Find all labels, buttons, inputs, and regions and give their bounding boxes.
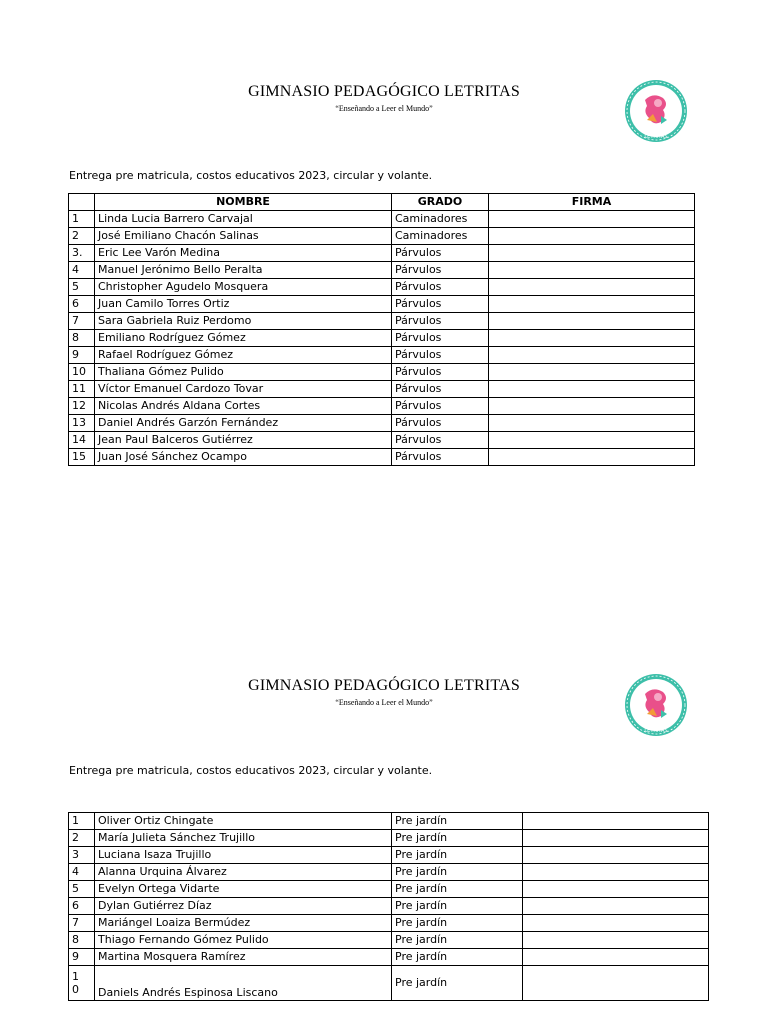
student-grade: Párvulos [392,432,489,449]
student-name: Thiago Fernando Gómez Pulido [95,932,392,949]
signature-cell[interactable] [489,398,695,415]
student-grade: Pre jardín [392,932,523,949]
student-name: María Julieta Sánchez Trujillo [95,830,392,847]
signature-cell[interactable] [489,415,695,432]
student-grade: Caminadores [392,228,489,245]
student-grade: Párvulos [392,296,489,313]
row-number: 8 [69,932,95,949]
table-row [69,432,695,449]
row-number: 7 [69,313,95,330]
header-signature: FIRMA [489,194,695,211]
student-grade: Párvulos [392,245,489,262]
student-name: Daniels Andrés Espinosa Liscano [95,966,392,1001]
student-grade: Pre jardín [392,898,523,915]
header-name: NOMBRE [95,194,392,211]
table-row [69,915,709,932]
student-name: Linda Lucia Barrero Carvajal [95,211,392,228]
table-row [69,415,695,432]
row-number: 1 [69,813,95,830]
enrollment-table-1 [68,193,695,466]
school-name: GIMNASIO PEDAGÓGICO LETRITAS [248,83,520,100]
student-name: Nicolas Andrés Aldana Cortes [95,398,392,415]
row-number: 12 [69,398,95,415]
row-number: 7 [69,915,95,932]
student-name: José Emiliano Chacón Salinas [95,228,392,245]
row-number: 3. [69,245,95,262]
signature-cell[interactable] [523,881,709,898]
table-row [69,813,709,830]
school-motto: “Enseñando a Leer el Mundo” [335,698,433,707]
row-number: 5 [69,279,95,296]
school-logo [623,672,689,738]
school-motto: “Enseñando a Leer el Mundo” [335,104,433,113]
row-number: 4 [69,262,95,279]
intro-text: Entrega pre matricula, costos educativos 2023, circular y volante. [69,764,433,777]
table-row [69,898,709,915]
table-row [69,398,695,415]
student-grade: Párvulos [392,381,489,398]
student-grade: Párvulos [392,364,489,381]
table-row [69,881,709,898]
row-number: 9 [69,347,95,364]
signature-cell[interactable] [523,864,709,881]
signature-cell[interactable] [489,211,695,228]
student-name: Mariángel Loaiza Bermúdez [95,915,392,932]
student-name: Alanna Urquina Álvarez [95,864,392,881]
row-number: 11 [69,381,95,398]
row-number: 6 [69,296,95,313]
student-name: Oliver Ortiz Chingate [95,813,392,830]
student-name: Juan José Sánchez Ocampo [95,449,392,466]
signature-cell[interactable] [523,966,709,1001]
table-row [69,296,695,313]
row-number: 1 [69,211,95,228]
signature-cell[interactable] [489,296,695,313]
student-name: Luciana Isaza Trujillo [95,847,392,864]
table-row [69,279,695,296]
student-name: Martina Mosquera Ramírez [95,949,392,966]
row-number: 13 [69,415,95,432]
signature-cell[interactable] [489,449,695,466]
table-row [69,847,709,864]
student-name: Christopher Agudelo Mosquera [95,279,392,296]
row-number: 8 [69,330,95,347]
student-grade: Pre jardín [392,864,523,881]
student-grade: Párvulos [392,313,489,330]
school-name: GIMNASIO PEDAGÓGICO LETRITAS [248,677,520,694]
signature-cell[interactable] [523,830,709,847]
table-row [69,262,695,279]
table-row [69,228,695,245]
signature-cell[interactable] [489,313,695,330]
table-header-row [69,194,695,211]
row-number: 14 [69,432,95,449]
student-grade: Caminadores [392,211,489,228]
row-number: 5 [69,881,95,898]
header-grade: GRADO [392,194,489,211]
table-row [69,966,709,1001]
header-number [69,194,95,211]
signature-cell[interactable] [489,279,695,296]
student-name: Manuel Jerónimo Bello Peralta [95,262,392,279]
student-name: Sara Gabriela Ruiz Perdomo [95,313,392,330]
table-row [69,381,695,398]
student-name: Víctor Emanuel Cardozo Tovar [95,381,392,398]
student-grade: Pre jardín [392,949,523,966]
student-grade: Pre jardín [392,813,523,830]
table-row [69,932,709,949]
signature-cell[interactable] [489,228,695,245]
row-number: 6 [69,898,95,915]
signature-cell[interactable] [489,347,695,364]
school-logo [623,78,689,144]
row-number: 4 [69,864,95,881]
student-name: Rafael Rodríguez Gómez [95,347,392,364]
table-row [69,330,695,347]
table-row [69,364,695,381]
svg-text:LETRITAS: LETRITAS [644,134,668,140]
student-name: Jean Paul Balceros Gutiérrez [95,432,392,449]
row-number: 2 [69,228,95,245]
student-grade: Párvulos [392,449,489,466]
student-name: Juan Camilo Torres Ortiz [95,296,392,313]
student-grade: Pre jardín [392,966,523,1001]
signature-cell[interactable] [489,330,695,347]
row-number: 1 0 [69,966,95,1001]
signature-cell[interactable] [523,813,709,830]
signature-cell[interactable] [489,262,695,279]
student-grade: Pre jardín [392,847,523,864]
student-grade: Pre jardín [392,830,523,847]
signature-cell[interactable] [489,381,695,398]
signature-cell[interactable] [523,949,709,966]
intro-text: Entrega pre matricula, costos educativos 2023, circular y volante. [69,169,433,182]
signature-cell[interactable] [523,932,709,949]
table-row [69,864,709,881]
signature-cell[interactable] [523,915,709,932]
row-number: 10 [69,364,95,381]
student-name: Eric Lee Varón Medina [95,245,392,262]
row-number: 15 [69,449,95,466]
student-grade: Párvulos [392,415,489,432]
student-grade: Párvulos [392,279,489,296]
table-row [69,313,695,330]
student-name: Thaliana Gómez Pulido [95,364,392,381]
svg-text:LETRITAS: LETRITAS [644,728,668,734]
student-grade: Párvulos [392,330,489,347]
signature-cell[interactable] [489,364,695,381]
table-row [69,211,695,228]
student-name: Dylan Gutiérrez Díaz [95,898,392,915]
signature-cell[interactable] [489,245,695,262]
student-grade: Párvulos [392,398,489,415]
enrollment-table-2 [68,812,709,1001]
student-name: Emiliano Rodríguez Gómez [95,330,392,347]
table-row [69,449,695,466]
student-name: Daniel Andrés Garzón Fernández [95,415,392,432]
row-number: 9 [69,949,95,966]
table-row [69,245,695,262]
table-row [69,949,709,966]
signature-cell[interactable] [523,847,709,864]
student-grade: Párvulos [392,347,489,364]
signature-cell[interactable] [523,898,709,915]
student-name: Evelyn Ortega Vidarte [95,881,392,898]
table-row [69,830,709,847]
student-grade: Pre jardín [392,915,523,932]
table-row [69,347,695,364]
student-grade: Párvulos [392,262,489,279]
student-grade: Pre jardín [392,881,523,898]
row-number: 2 [69,830,95,847]
row-number: 3 [69,847,95,864]
signature-cell[interactable] [489,432,695,449]
